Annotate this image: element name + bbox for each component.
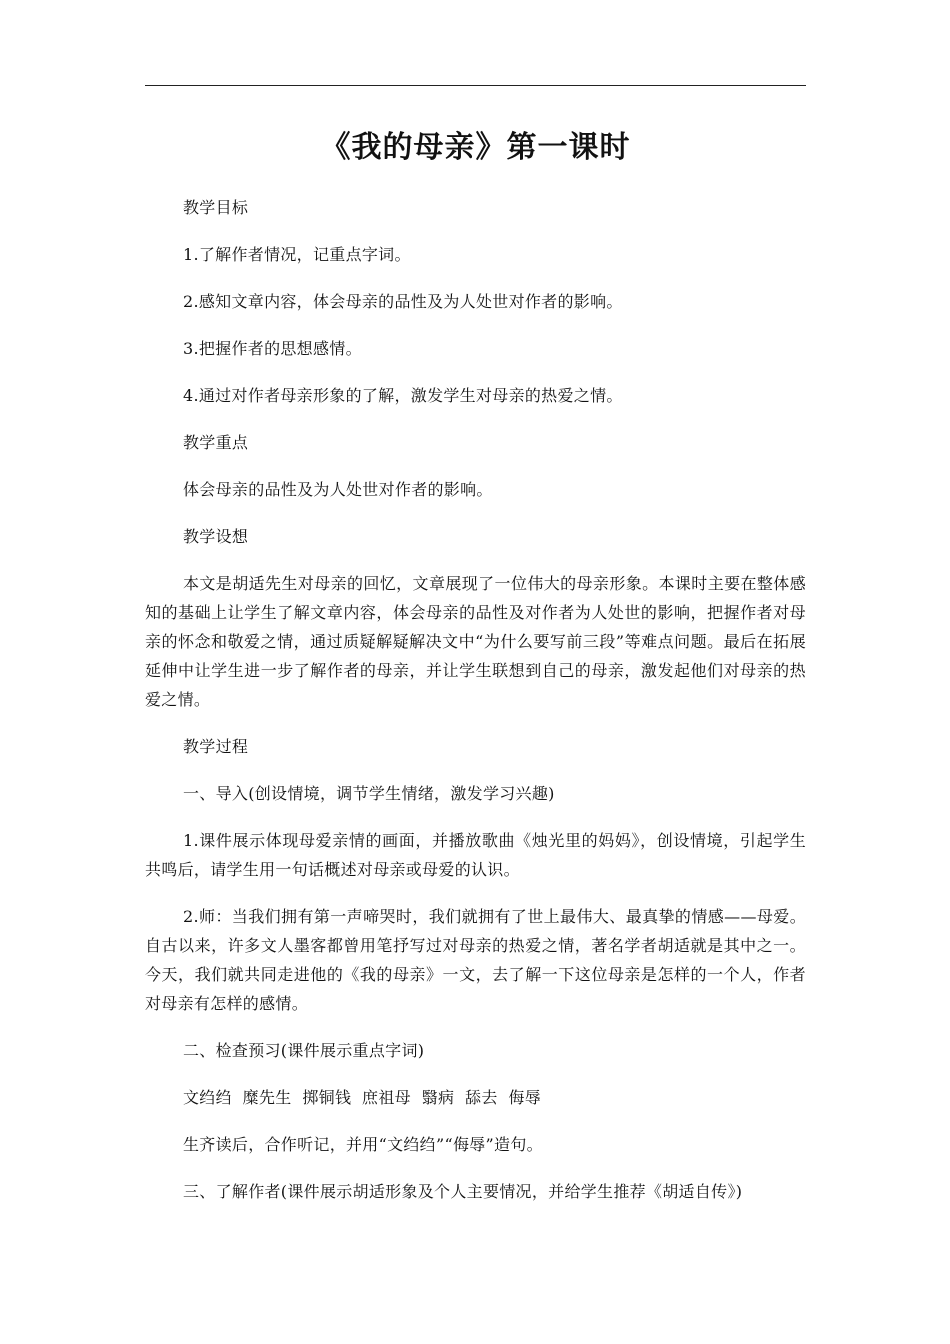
- focus-text: 体会母亲的品性及为人处世对作者的影响。: [183, 480, 493, 499]
- section-check-preview: 二、检查预习(课件展示重点字词): [183, 1041, 425, 1060]
- key-words-list: 文绉绉 糜先生 掷铜钱 庶祖母 翳病 舔去 侮辱: [183, 1088, 542, 1107]
- reading-activity: 生齐读后，合作听记，并用“文绉绉”“侮辱”造句。: [183, 1135, 543, 1154]
- heading-teaching-process: 教学过程: [183, 737, 249, 756]
- section-introduction: 一、导入(创设情境，调节学生情绪，激发学习兴趣): [183, 784, 555, 803]
- goal-item-2: 2.感知文章内容，体会母亲的品性及为人处世对作者的影响。: [183, 292, 623, 311]
- heading-teaching-design: 教学设想: [183, 527, 249, 546]
- heading-teaching-focus: 教学重点: [183, 433, 249, 452]
- goal-item-3: 3.把握作者的思想感情。: [183, 339, 362, 358]
- document-body: [145, 193, 806, 1224]
- heading-teaching-goals: 教学目标: [183, 198, 249, 217]
- goal-item-4: 4.通过对作者母亲形象的了解，激发学生对母亲的热爱之情。: [183, 386, 623, 405]
- header-rule: [145, 85, 806, 86]
- introduction-step-1: 1.课件展示体现母爱亲情的画面，并播放歌曲《烛光里的妈妈》，创设情境，引起学生共鸣后，请学生用一句话概述对母亲或母爱的认识。: [145, 831, 806, 879]
- document-title: 《我的母亲》第一课时: [320, 130, 631, 165]
- goal-item-1: 1.了解作者情况，记重点字词。: [183, 245, 411, 264]
- introduction-step-2: 2.师：当我们拥有第一声啼哭时，我们就拥有了世上最伟大、最真挚的情感——母爱。自古以来，许多文人墨客都曾用笔抒写过对母亲的热爱之情，著名学者胡适就是其中之一。今天，我们就共同走进他的《我的母亲》一文，去了解一下这位母亲是怎样的一个人，作者对母亲有怎样的感情。: [145, 907, 806, 1013]
- section-about-author: 三、了解作者(课件展示胡适形象及个人主要情况，并给学生推荐《胡适自传》): [183, 1182, 743, 1201]
- design-text: 本文是胡适先生对母亲的回忆，文章展现了一位伟大的母亲形象。本课时主要在整体感知的基础上让学生了解文章内容，体会母亲的品性及对作者为人处世的影响，把握作者对母亲的怀念和敬爱之情，通过质疑解疑解决文中“为什么要写前三段”等难点问题。最后在拓展延伸中让学生进一步了解作者的母亲，并让学生联想到自己的母亲，激发起他们对母亲的热爱之情。: [145, 574, 806, 709]
